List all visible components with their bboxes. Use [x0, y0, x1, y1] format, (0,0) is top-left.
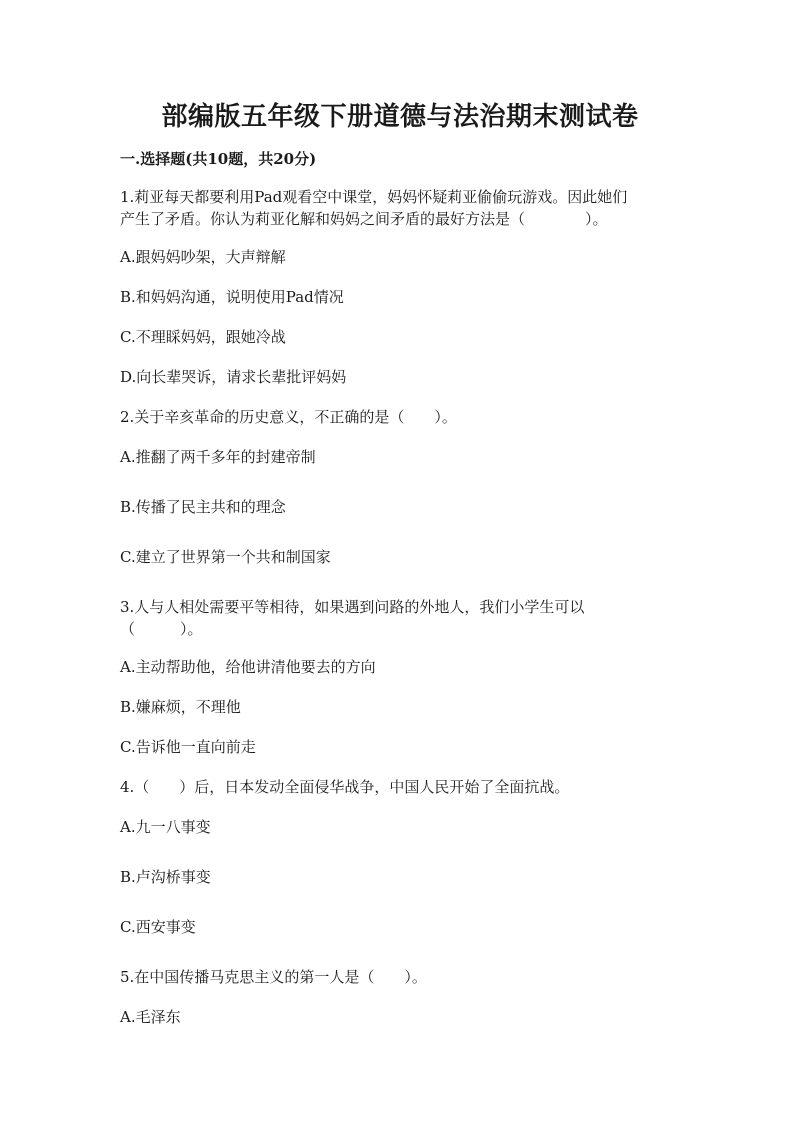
question-3-option-b: B.嫌麻烦，不理他: [120, 698, 241, 716]
question-1-stem-line-2: 产生了矛盾。你认为莉亚化解和妈妈之间矛盾的最好方法是（ ）。: [120, 210, 608, 228]
question-3-stem-line-2: （ ）。: [120, 620, 203, 638]
question-2-stem-line-1: 2.关于辛亥革命的历史意义，不正确的是（ ）。: [120, 408, 457, 426]
question-2-option-b: B.传播了民主共和的理念: [120, 498, 286, 516]
question-3-stem-line-1: 3.人与人相处需要平等相待，如果遇到问路的外地人，我们小学生可以: [120, 598, 585, 616]
question-5-option-a: A.毛泽东: [120, 1008, 181, 1026]
question-1-option-b: B.和妈妈沟通，说明使用Pad情况: [120, 288, 344, 306]
question-2-option-c: C.建立了世界第一个共和制国家: [120, 548, 331, 566]
page-title: 部编版五年级下册道德与法治期末测试卷: [161, 102, 639, 132]
question-1-option-c: C.不理睬妈妈，跟她冷战: [120, 328, 286, 346]
question-2-option-a: A.推翻了两千多年的封建帝制: [120, 448, 316, 466]
question-3-option-c: C.告诉他一直向前走: [120, 738, 256, 756]
question-4-option-b: B.卢沟桥事变: [120, 868, 211, 886]
question-4-stem-line-1: 4.（ ）后，日本发动全面侵华战争，中国人民开始了全面抗战。: [120, 778, 570, 796]
question-1-stem-line-1: 1.莉亚每天都要利用Pad观看空中课堂，妈妈怀疑莉亚偷偷玩游戏。因此她们: [120, 188, 628, 206]
question-3-option-a: A.主动帮助他，给他讲清他要去的方向: [120, 658, 376, 676]
question-4-option-a: A.九一八事变: [120, 818, 211, 836]
question-1-option-d: D.向长辈哭诉，请求长辈批评妈妈: [120, 368, 347, 386]
question-1-option-a: A.跟妈妈吵架，大声辩解: [120, 248, 286, 266]
section-title: 一.选择题(共10题，共20分): [120, 150, 317, 168]
question-4-option-c: C.西安事变: [120, 918, 196, 936]
question-5-stem-line-1: 5.在中国传播马克思主义的第一人是（ ）。: [120, 968, 427, 986]
